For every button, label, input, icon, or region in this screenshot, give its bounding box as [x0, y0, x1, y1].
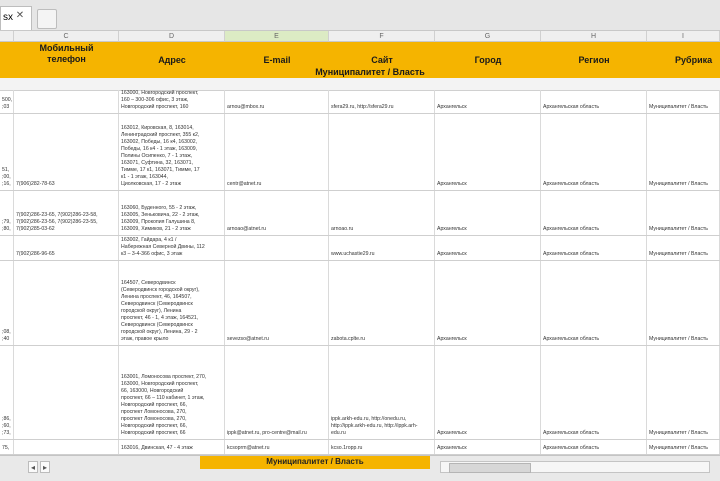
cell-text: Архангельск: [437, 336, 467, 342]
sheet-bottom-bar: [0, 455, 720, 481]
column-header-d[interactable]: D: [119, 31, 225, 42]
cell-text: Архангельск: [437, 445, 467, 451]
cell-address[interactable]: [119, 236, 225, 260]
cell-text: 500, ;03: [2, 97, 13, 110]
cell-text: 51, ;00, ;16,: [2, 167, 11, 187]
cell-rubric[interactable]: [647, 236, 720, 260]
cell-city[interactable]: [435, 191, 541, 235]
tab-title: sx: [3, 12, 13, 23]
cell-text: ;08, ;40: [2, 329, 11, 342]
cell-text: arnoao@atnet.ru: [227, 226, 267, 232]
cell-left[interactable]: [0, 90, 14, 113]
header-city[interactable]: Город: [474, 55, 502, 65]
cell-address[interactable]: [119, 346, 225, 439]
cell-city[interactable]: [435, 114, 541, 190]
cell-city[interactable]: [435, 261, 541, 345]
cell-site[interactable]: [329, 346, 435, 439]
table-row[interactable]: [0, 346, 720, 440]
cell-text: Муниципалитет / Власть: [649, 181, 708, 187]
cell-text: Архангельск: [437, 181, 467, 187]
table-header-row: [0, 42, 720, 67]
cell-city[interactable]: [435, 236, 541, 260]
category-band-label: Муниципалитет / Власть: [315, 67, 425, 77]
cell-email[interactable]: [225, 114, 329, 190]
column-header-h[interactable]: H: [541, 31, 647, 42]
cell-phone[interactable]: [14, 191, 119, 235]
cell-text: arnoao.ru: [331, 226, 354, 232]
cell-text: Архангельск: [437, 226, 467, 232]
table-row[interactable]: [0, 90, 720, 114]
cell-left[interactable]: [0, 346, 14, 439]
header-phone[interactable]: [14, 42, 119, 67]
cell-text: zabota.cplte.ru: [331, 336, 366, 342]
cell-text: 163002, Гайдара, 4 к1 / Набережная Северной Двины, 112 к3 – 3-4-366 офис, 3 этаж: [121, 237, 205, 257]
cell-address[interactable]: [119, 114, 225, 190]
cell-text: ;86, ;60, ;73,: [2, 416, 11, 436]
cell-rubric[interactable]: [647, 346, 720, 439]
cell-text: 163000, Новгородский проспект, 160 – 300-306 офис, 3 этаж, Новгородский проспект, 160: [121, 90, 199, 110]
table-row[interactable]: [0, 191, 720, 236]
new-tab-button[interactable]: [37, 9, 57, 29]
cell-text: 164507, Северодвинск (Северодвинск городской округ), Ленина проспект, 46, 164507, Северодвинск (Северодвинск городской округ), Ленина проспект, 46 - 1, 4 этаж, 164521, Северодвинск (Северодвинск городской округ), Ленина, 29 - 2 этаж, правое крыло: [121, 280, 200, 342]
cell-phone[interactable]: [14, 261, 119, 345]
cell-text: Архангельская область: [543, 104, 600, 110]
column-header-e[interactable]: E: [225, 31, 329, 42]
cell-text: Муниципалитет / Власть: [649, 251, 708, 257]
cell-text: 163060, Буденного, 55 - 2 этаж, 163005, Зеньковича, 22 - 2 этаж, 163009, Прокопия Галушина 8, 163009, Химиков, 21 - 2 этаж: [121, 205, 200, 232]
table-row[interactable]: [0, 114, 720, 191]
cell-text: centr@atnet.ru: [227, 181, 262, 187]
cell-left[interactable]: [0, 440, 14, 454]
cell-region[interactable]: [541, 440, 647, 454]
cell-text: 7(902)286-96-65: [16, 251, 55, 257]
cell-rubric[interactable]: [647, 261, 720, 345]
cell-region[interactable]: [541, 346, 647, 439]
cell-site[interactable]: [329, 114, 435, 190]
scrollbar-thumb[interactable]: [449, 463, 531, 473]
cell-email[interactable]: [225, 191, 329, 235]
header-address[interactable]: Адрес: [158, 55, 186, 65]
sheet-tab[interactable]: Муниципалитет / Власть: [200, 456, 430, 469]
cell-left[interactable]: [0, 114, 14, 190]
cell-phone[interactable]: [14, 346, 119, 439]
header-phone-line1: Мобильный: [39, 43, 94, 53]
column-header-left[interactable]: [0, 31, 14, 42]
cell-left[interactable]: [0, 236, 14, 260]
column-header-g[interactable]: G: [435, 31, 541, 42]
column-header-c[interactable]: C: [14, 31, 119, 42]
cell-region[interactable]: [541, 114, 647, 190]
cell-text: Архангельск: [437, 430, 467, 436]
cell-phone[interactable]: [14, 90, 119, 113]
table-row[interactable]: [0, 261, 720, 346]
prev-sheet-button[interactable]: ◂: [28, 461, 38, 473]
cell-text: Архангельская область: [543, 251, 600, 257]
cell-left[interactable]: [0, 261, 14, 345]
cell-text: kcso.1ropp.ru: [331, 445, 363, 451]
cell-text: www.uchastie29.ru: [331, 251, 375, 257]
cell-text: 163001, Ломоносова проспект, 270, 163000, Новгородский проспект, 66, 163000, Новгородский проспект, 66 – 110 кабинет, 1 этаж, Новгородский проспект, 66, проспект Ломоносова, 270, проспект Ломоносова, 270, Новгородский проспект, 66, Новгородский проспект, 66: [121, 374, 207, 436]
cell-address[interactable]: [119, 261, 225, 345]
cell-rubric[interactable]: [647, 114, 720, 190]
cell-text: Муниципалитет / Власть: [649, 430, 708, 436]
table-row[interactable]: [0, 236, 720, 261]
cell-email[interactable]: [225, 346, 329, 439]
cell-phone[interactable]: [14, 236, 119, 260]
cell-email[interactable]: [225, 440, 329, 454]
cell-text: Архангельск: [437, 251, 467, 257]
header-region[interactable]: Регион: [578, 55, 610, 65]
column-header-f[interactable]: F: [329, 31, 435, 42]
horizontal-scrollbar[interactable]: [440, 461, 710, 473]
cell-text: Муниципалитет / Власть: [649, 336, 708, 342]
cell-email[interactable]: [225, 90, 329, 113]
cell-text: Архангельская область: [543, 181, 600, 187]
cell-region[interactable]: [541, 90, 647, 113]
cell-region[interactable]: [541, 236, 647, 260]
browser-tab-bar: [0, 0, 720, 31]
cell-text: Архангельская область: [543, 430, 600, 436]
cell-email[interactable]: [225, 236, 329, 260]
cell-site[interactable]: [329, 261, 435, 345]
cell-address[interactable]: [119, 90, 225, 113]
cell-rubric[interactable]: [647, 191, 720, 235]
cell-text: Архангельская область: [543, 336, 600, 342]
cell-text: Муниципалитет / Власть: [649, 104, 708, 110]
cell-text: sevezso@atnet.ru: [227, 336, 269, 342]
header-rubric[interactable]: Рубрика: [675, 55, 713, 65]
cell-text: Архангельская область: [543, 445, 600, 451]
cell-text: 7(906)282-78-63: [16, 181, 55, 187]
cell-city[interactable]: [435, 440, 541, 454]
cell-phone[interactable]: [14, 440, 119, 454]
cell-site[interactable]: [329, 440, 435, 454]
cell-address[interactable]: [119, 440, 225, 454]
cell-address[interactable]: [119, 191, 225, 235]
cell-text: ippk@atnet.ru, pro-centre@mail.ru: [227, 430, 307, 436]
header-email[interactable]: E-mail: [263, 55, 291, 65]
cell-text: 163012, Кировская, 8, 163014, Ленинградский проспект, 355 к2, 163002, Победы, 16 к4, 163002, Победы, 16 к4 - 1 этаж, 163009, Полины Осипенко, 7 - 1 этаж, 163071, Суфтина, 32, 163071, Тимме, 17 к1, 163071, Тимме, 17 к1 - 1 этаж, 163044, Циолковская, 17 - 2 этаж: [121, 125, 200, 187]
cell-city[interactable]: [435, 346, 541, 439]
cell-left[interactable]: [0, 191, 14, 235]
cell-region[interactable]: [541, 191, 647, 235]
cell-text: ippk.arkh-edu.ru, http://onedu.ru, http://ippk.arkh-edu.ru, http://ippk.arh- edu.ru: [331, 416, 418, 436]
column-header-i[interactable]: I: [647, 31, 720, 42]
cell-text: Муниципалитет / Власть: [649, 226, 708, 232]
cell-email[interactable]: [225, 261, 329, 345]
cell-text: arnou@mbox.ru: [227, 104, 265, 110]
next-sheet-button[interactable]: ▸: [40, 461, 50, 473]
cell-text: ;79, ;80,: [2, 219, 11, 232]
cell-text: Муниципалитет / Власть: [649, 445, 708, 451]
close-icon[interactable]: ✕: [15, 10, 25, 21]
cell-text: Архангельская область: [543, 226, 600, 232]
cell-text: kcsoprm@atnet.ru: [227, 445, 270, 451]
header-phone-line2: телефон: [47, 54, 86, 64]
cell-rubric[interactable]: [647, 440, 720, 454]
cell-city[interactable]: [435, 90, 541, 113]
cell-rubric[interactable]: [647, 90, 720, 113]
cell-text: sfera29.ru, http://sfera29.ru: [331, 104, 394, 110]
header-site[interactable]: Сайт: [371, 55, 393, 65]
cell-text: 75,: [2, 445, 10, 451]
cell-phone[interactable]: [14, 114, 119, 190]
cell-text: Архангельск: [437, 104, 467, 110]
table-row[interactable]: [0, 440, 720, 455]
cell-text: 163016, Двинская, 47 - 4 этаж: [121, 445, 193, 451]
cell-text: 7(902)286-23-65, 7(902)286-23-58, 7(902)286-23-56, 7(902)286-23-55, 7(902)285-03-62: [16, 212, 98, 232]
cell-site[interactable]: [329, 191, 435, 235]
cell-site[interactable]: [329, 236, 435, 260]
cell-region[interactable]: [541, 261, 647, 345]
cell-site[interactable]: [329, 90, 435, 113]
